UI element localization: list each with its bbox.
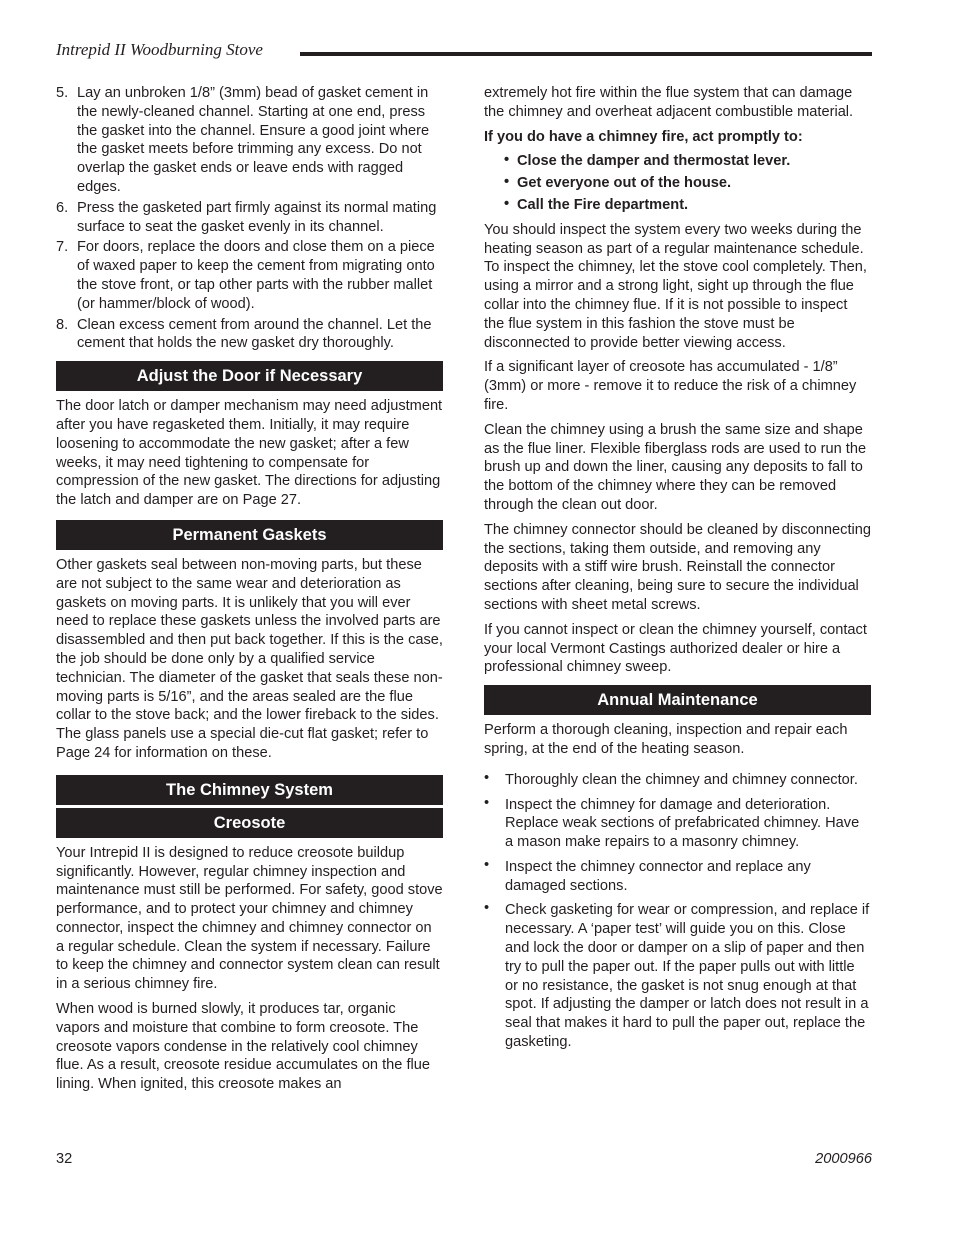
inspect-paragraph: You should inspect the system every two weeks during the heating season as part of a regular maintenance schedule. To inspect the chimney, let the stove cool completely. Then, using a mirror and a strong light, sight up through the flue collar into the chimney flue. If it is not possible to inspect the flue system in this fashion the stove must be disconnected to provide better viewing access.: [484, 221, 867, 351]
step-item: [56, 238, 443, 313]
chimney-fire-actions: [484, 152, 871, 214]
step-text: Clean excess cement from around the channel. Let the cement that holds the new gasket dry thoroughly.: [77, 316, 432, 352]
step-item: [56, 84, 443, 197]
section-heading-chimney-system: The Chimney System: [56, 775, 443, 805]
bullet-icon: •: [504, 174, 510, 191]
creosote-layer-paragraph: If a significant layer of creosote has accumulated - 1/8” (3mm) or more - remove it to reduce the risk of a chimney fire.: [484, 359, 857, 413]
bullet-icon: •: [484, 769, 490, 786]
annual-maintenance-list: [484, 771, 871, 1052]
fire-action-item: • Call the Fire department.: [504, 195, 689, 213]
clean-chimney-paragraph: Clean the chimney using a brush the same size and shape as the flue liner. Flexible fiberglass rods are used to run the brush up and down the liner, causing any deposits to fall to the bottom of the chimney where they can be removed through the clean out door.: [484, 421, 867, 513]
list-item: • Inspect the chimney connector and replace any damaged sections.: [484, 856, 811, 894]
step-text: For doors, replace the doors and close them on a piece of waxed paper to keep the cement from migrating onto the stove front, or tap other parts with the rubber mallet (or hammer/block of wood).: [77, 239, 435, 312]
step-number: 7.: [56, 239, 69, 256]
section-heading-permanent-gaskets: Permanent Gaskets: [56, 520, 443, 550]
right-column: [484, 84, 871, 1058]
step-number: 5.: [56, 85, 69, 101]
adjust-door-paragraph: The door latch or damper mechanism may need adjustment after you have regasketed them. Initially, it may require loosening to accommodate the new gasket; after a few weeks, it may need tightening to compensate for compression of the new gasket. The directions for adjusting the latch and damper are on Page 27.: [56, 398, 443, 509]
fire-action-item: • Close the damper and thermostat lever.: [504, 152, 791, 170]
permanent-gaskets-paragraph: Other gaskets seal between non-moving parts, but these are not subject to the same wear and deterioration as gaskets on moving parts. It is unlikely that you will ever need to replace these gaskets unless the involved parts are disassembled and then put back together. If this is the case, the job should be done only by a qualified service technician. The diameter of the gasket that seals these non-moving parts is 5/16”, and the areas sealed are the flue collar to the stove back; and the lower fireback to the sides. The glass panels use a special die-cut flat gasket; refer to Page 24 for information on these.: [56, 556, 443, 761]
bullet-icon: •: [484, 900, 490, 917]
left-column: [56, 84, 443, 1100]
step-number: 8.: [56, 316, 69, 333]
creosote-paragraph-1: Your Intrepid II is designed to reduce creosote buildup significantly. However, regular chimney inspection and maintenance must still be performed. For safety, good stove performance, and to protect your chimney and chimney connector, inspect the chimney and chimney connector on a regular schedule. Clean the system if necessary. Failure to keep the chimney and connector system clean can result in a serious chimney fire.: [56, 844, 443, 993]
page-number: 32: [56, 1151, 73, 1167]
bullet-icon: •: [504, 195, 510, 212]
header-rule: [300, 52, 872, 56]
continued-paragraph: extremely hot fire within the flue system that can damage the chimney and overheat adjacent combustible material.: [484, 85, 854, 120]
section-heading-annual-maintenance: Annual Maintenance: [484, 685, 871, 715]
gasket-steps-list: [56, 84, 443, 353]
chimney-sweep-paragraph: If you cannot inspect or clean the chimney yourself, contact your local Vermont Castings authorized dealer or hire a professional chimney sweep.: [484, 621, 867, 676]
chimney-fire-intro: If you do have a chimney fire, act promptly to:: [484, 128, 803, 145]
chimney-connector-paragraph: The chimney connector should be cleaned by disconnecting the sections, taking them outside, and removing any deposits with a stiff wire brush. Reinstall the connector sections after cleaning, being sure to secure the individual sections with sheet metal screws.: [484, 521, 871, 613]
document-number: 2000966: [815, 1151, 872, 1167]
section-heading-creosote: Creosote: [56, 808, 443, 838]
creosote-paragraph-2: When wood is burned slowly, it produces tar, organic vapors and moisture that combine to form creosote. The creosote vapors condense in the relatively cool chimney flue. As a result, creosote residue accumulates on the flue lining. When ignited, this creosote makes an: [56, 1001, 430, 1093]
fire-action-item: • Get everyone out of the house.: [504, 174, 732, 192]
bullet-icon: •: [484, 794, 490, 811]
annual-intro-paragraph: Perform a thorough cleaning, inspection and repair each spring, at the end of the heating season.: [484, 722, 848, 757]
list-item: • Thoroughly clean the chimney and chimney connector.: [484, 769, 858, 788]
bullet-icon: •: [504, 152, 510, 169]
list-item: • Inspect the chimney for damage and deterioration. Replace weak sections of prefabricated chimney. Have a mason make repairs to a masonry chimney.: [484, 794, 860, 851]
bullet-icon: •: [484, 856, 490, 873]
step-item: [56, 199, 443, 237]
step-text: Lay an unbroken 1/8” (3mm) bead of gasket cement in the newly-cleaned channel. Starting at one end, press the gasket into the channel. Ensure a good joint where the gasket meets before trimming any excess. Do not overlap the gasket ends or leave ends with ragged edges.: [77, 85, 430, 195]
step-text: Press the gasketed part firmly against its normal mating surface to seat the gasket evenly in its channel.: [77, 199, 437, 235]
list-item: • Check gasketing for wear or compression, and replace if necessary. A ‘paper test’ will guide you on this. Close and lock the door or damper on a slip of paper and then try to pull the paper out. If the paper pulls out with little or no resistance, the gasket is not snug enough at that spot. If adjusting the damper or latch does not result in a seal that makes it hard to pull the paper out, replace the gasketing.: [484, 900, 870, 1051]
manual-title: Intrepid II Woodburning Stove: [56, 40, 263, 59]
step-item: [56, 316, 443, 354]
step-number: 6.: [56, 199, 69, 216]
section-heading-adjust-door: Adjust the Door if Necessary: [56, 361, 443, 391]
